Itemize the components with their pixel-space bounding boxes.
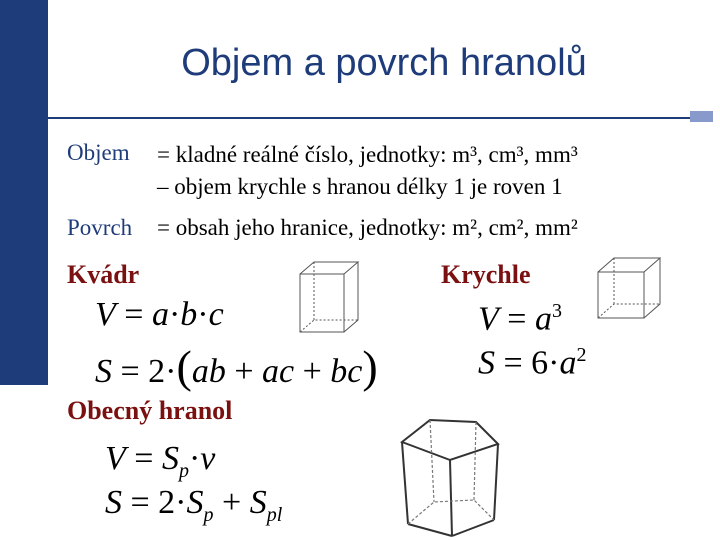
- prism-figure: [394, 412, 506, 540]
- title-rule: [48, 117, 713, 119]
- volume-definition: = kladné reálné číslo, jednotky: m³, cm³, mm³: [157, 142, 578, 167]
- surface-definition: = obsah jeho hranice, jednotky: m², cm², mm²: [157, 215, 578, 240]
- cuboid-volume-formula: V = a·b·c: [95, 296, 224, 333]
- left-accent-bar: [0, 0, 48, 385]
- cuboid-surface-formula: S = 2·(ab + ac + bc): [95, 341, 378, 392]
- cuboid-figure: [292, 256, 364, 336]
- surface-label: Povrch: [67, 215, 133, 240]
- volume-label: Objem: [67, 140, 130, 165]
- prism-surface-formula: $S = 2\cdot S_p + S_{pl}$: [105, 484, 283, 526]
- cube-volume-formula: $V = a^3$: [478, 300, 562, 338]
- slide-title: Objem a povrch hranolů: [181, 42, 587, 84]
- prism-volume-formula: $V = S_p\cdot v$: [105, 440, 216, 482]
- cube-figure: [592, 252, 666, 324]
- cube-label: Krychle: [441, 260, 531, 289]
- cuboid-label: Kvádr: [67, 260, 140, 289]
- prism-label: Obecný hranol: [67, 396, 233, 425]
- title-rule-accent: [690, 111, 713, 122]
- cube-surface-formula: $S = 6\cdot a^2$: [478, 344, 587, 382]
- volume-note: – objem krychle s hranou délky 1 je roven 1: [157, 174, 563, 199]
